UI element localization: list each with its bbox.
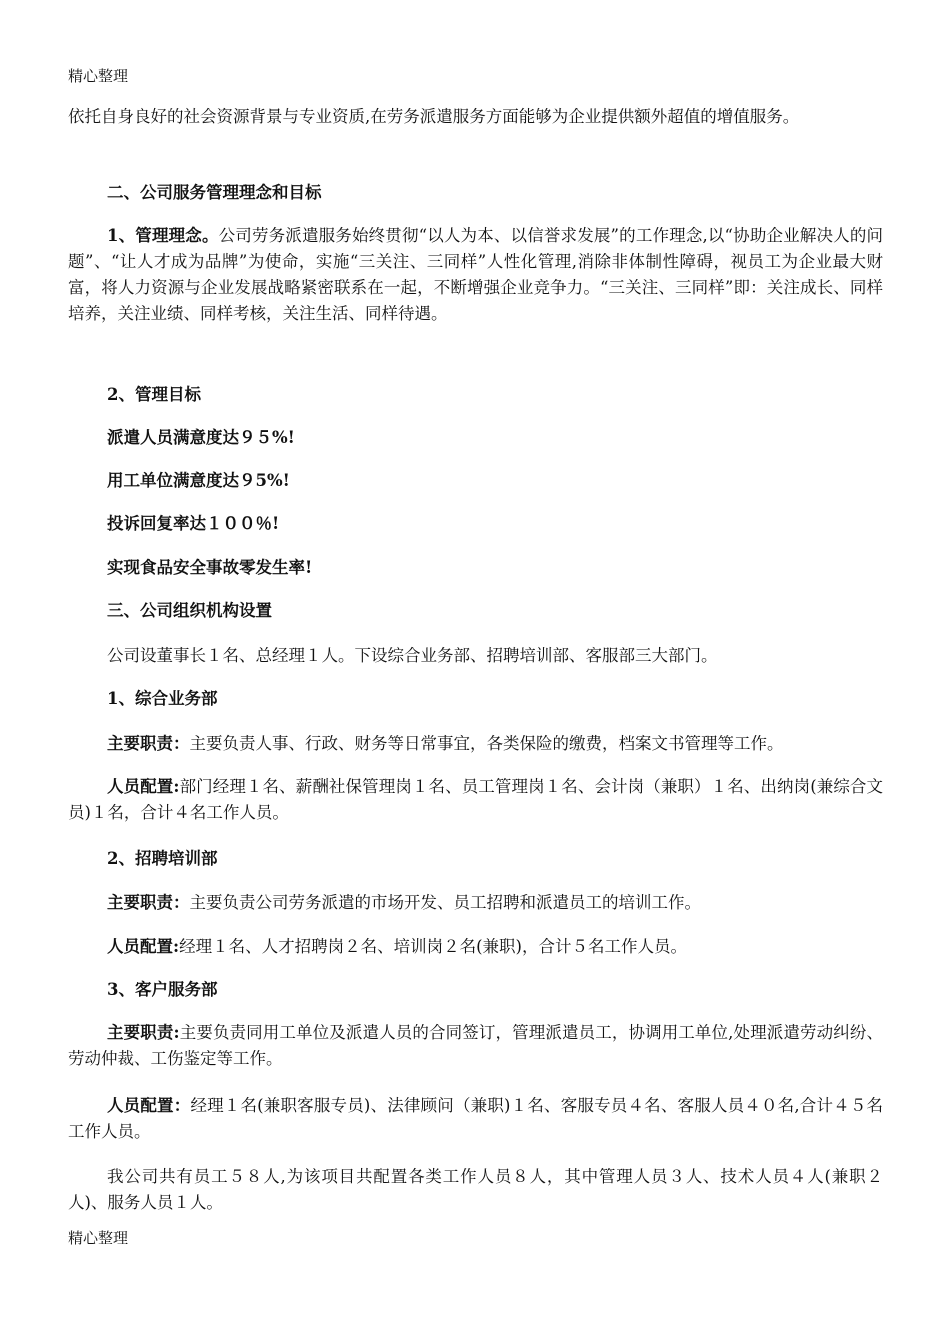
duty-text: 主要负责同用工单位及派遣人员的合同签订，管理派遣员工，协调用工单位,处理派遣劳动纠纷、劳动仲裁、工伤鉴定等工作。 [68, 1023, 883, 1068]
staff-text: 经理１名(兼职客服专员)、法律顾问（兼职)１名、客服专员４名、客服人员４０名,合计４５名工作人员。 [68, 1096, 884, 1141]
philosophy-text: 公司劳务派遣服务始终贯彻“以人为本、以信誉求发展”的工作理念,以“协助企业解决人的问题”、“让人才成为品牌”为使命，实施“三关注、三同样”人性化管理,消除非体制性障碍，视员工为企业最大财富，将人力资源与企业发展战略紧密联系在一起，不断增强企业竞争力。“三关注、三同样”即：关注成长、同样培养，关注业绩、同样考核，关注生活、同样待遇。 [68, 226, 883, 323]
department-staff [68, 1093, 883, 1145]
page-footer: 精心整理 [68, 1229, 129, 1247]
staff-label: 人员配置： [107, 1096, 191, 1115]
philosophy-label: 1、管理理念。 [107, 226, 219, 245]
staff-label: 人员配置: [107, 937, 180, 956]
goals-title: 2、管理目标 [107, 385, 201, 404]
staff-label: 人员配置: [107, 777, 180, 796]
department-duty [68, 1020, 883, 1072]
page-header: 精心整理 [68, 67, 129, 85]
duty-label: 主要职责: [107, 1023, 180, 1042]
duty-label: 主要职责： [107, 734, 190, 753]
goal-item: 投诉回复率达１００％! [107, 514, 280, 533]
intro-paragraph: 依托自身良好的社会资源背景与专业资质,在劳务派遣服务方面能够为企业提供额外超值的增值服务。 [68, 107, 800, 126]
summary-paragraph: 我公司共有员工５８人,为该项目共配置各类工作人员８人，其中管理人员３人、技术人员４人(兼职２人)、服务人员１人。 [68, 1167, 883, 1212]
department-staff [68, 774, 883, 826]
duty-label: 主要职责： [107, 893, 190, 912]
staff-text: 经理１名、人才招聘岗２名、培训岗２名(兼职)，合计５名工作人员。 [179, 937, 687, 956]
duty-text: 主要负责公司劳务派遣的市场开发、员工招聘和派遣员工的培训工作。 [189, 893, 701, 912]
section-2-title: 二、公司服务管理理念和目标 [107, 183, 322, 202]
section-3-title: 三、公司组织机构设置 [107, 601, 272, 620]
department-title: 2、招聘培训部 [107, 849, 218, 868]
org-overview: 公司设董事长１名、总经理１人。下设综合业务部、招聘培训部、客服部三大部门。 [107, 646, 718, 665]
goal-item: 实现食品安全事故零发生率! [107, 558, 313, 577]
philosophy-paragraph [68, 223, 883, 327]
goal-item: 派遣人员满意度达９５%! [107, 428, 295, 447]
department-staff [68, 934, 883, 960]
department-duty [68, 731, 883, 757]
department-title: 3、客户服务部 [107, 980, 218, 999]
staff-text: 部门经理１名、薪酬社保管理岗１名、员工管理岗１名、会计岗（兼职）１名、出纳岗(兼综合文员)１名，合计４名工作人员。 [68, 777, 884, 822]
goal-item: 用工单位满意度达９5%! [107, 471, 290, 490]
department-title: 1、综合业务部 [107, 689, 218, 708]
department-duty [68, 890, 883, 916]
duty-text: 主要负责人事、行政、财务等日常事宜，各类保险的缴费，档案文书管理等工作。 [189, 734, 784, 753]
